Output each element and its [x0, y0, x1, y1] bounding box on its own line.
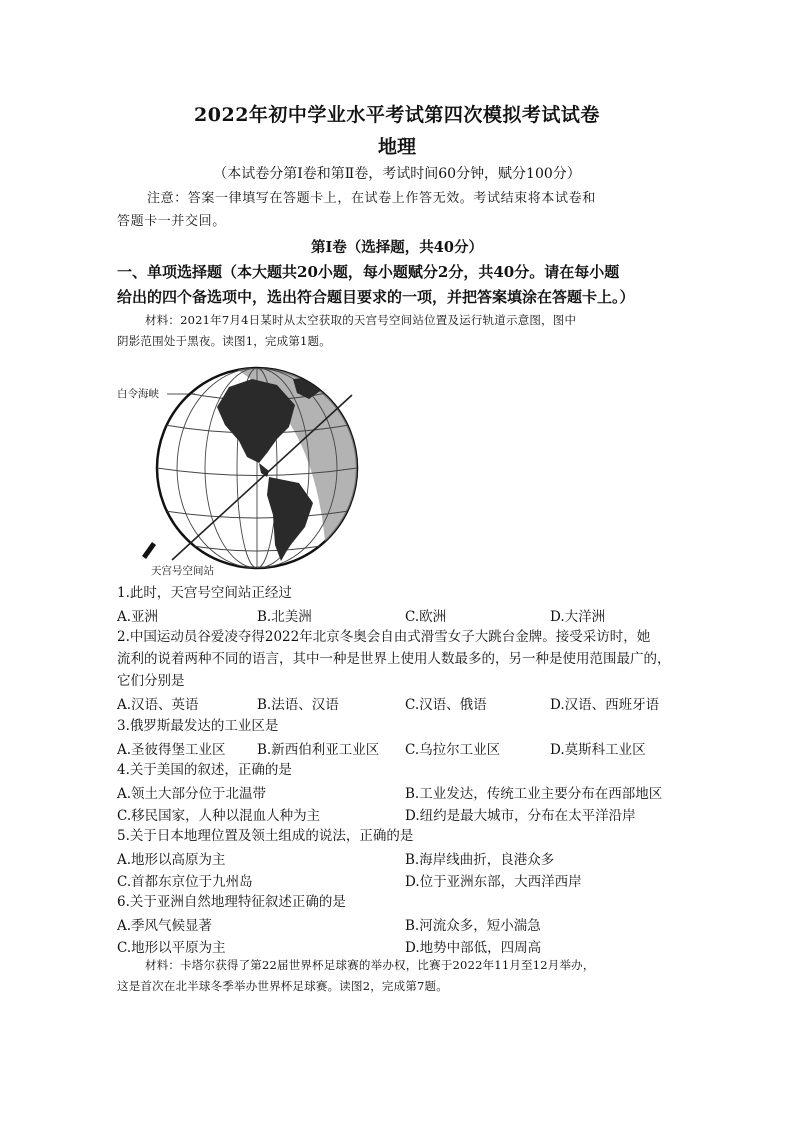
answer-option: A.地形以高原为主 — [117, 852, 226, 868]
answer-option: A.亚洲 — [117, 609, 159, 625]
answer-option: B.工业发达，传统工业主要分布在西部地区 — [405, 786, 663, 802]
option-row — [117, 870, 677, 890]
exam-title: 2022年初中学业水平考试第四次模拟考试试卷 — [194, 104, 600, 126]
question-stem: 1.此时，天宫号空间站正经过 — [117, 585, 292, 601]
material-2-line-1: 材料：卡塔尔获得了第22届世界杯足球赛的举办权，比赛于2022年11月至12月举办， — [145, 958, 595, 972]
question-stem: 它们分别是 — [117, 673, 185, 689]
answer-option: C.汉语、俄语 — [405, 697, 487, 713]
notice-line-1: 注意：答案一律填写在答题卡上，在试卷上作答无效。考试结束将本试卷和 — [147, 191, 596, 206]
answer-option: D.地势中部低，四周高 — [405, 940, 542, 956]
exam-info-note: （本试卷分第Ⅰ卷和第Ⅱ卷，考试时间60分钟，赋分100分） — [213, 166, 581, 182]
answer-option: B.新西伯利亚工业区 — [257, 742, 380, 758]
notice-line-2: 答题卡一并交回。 — [117, 214, 226, 229]
answer-option: A.圣彼得堡工业区 — [117, 742, 226, 758]
answer-option: D.汉语、西班牙语 — [550, 697, 660, 713]
answer-option: C.欧洲 — [405, 609, 447, 625]
answer-option: D.莫斯科工业区 — [550, 742, 646, 758]
answer-option: D.纽约是最大城市，分布在太平洋沿岸 — [405, 808, 636, 824]
answer-option: C.乌拉尔工业区 — [405, 742, 501, 758]
material-1-line-2: 阴影范围处于黑夜。读图1，完成第1题。 — [117, 334, 331, 348]
question-stem: 6.关于亚洲自然地理特征叙述正确的是 — [117, 894, 346, 910]
question-stem: 2.中国运动员谷爱凌夺得2022年北京冬奥会自由式滑雪女子大跳台金牌。接受采访时，她 — [117, 629, 651, 645]
material-2-line-2: 这是首次在北半球冬季举办世界杯足球赛。读图2，完成第7题。 — [117, 979, 448, 993]
answer-option: D.位于亚洲东部，大西洋西岸 — [405, 874, 582, 890]
answer-option: B.河流众多，短小湍急 — [405, 918, 541, 934]
option-row — [117, 936, 677, 956]
answer-option: A.领土大部分位于北温带 — [117, 786, 267, 802]
answer-option: C.地形以平原为主 — [117, 940, 226, 956]
answer-option: B.海岸线曲折，良港众多 — [405, 852, 555, 868]
subject-title: 地理 — [377, 136, 416, 158]
answer-option: B.北美洲 — [257, 609, 312, 625]
part-line-1: 一、单项选择题（本大题共20小题，每小题赋分2分，共40分。请在每小题 — [117, 263, 620, 281]
space-station-icon — [142, 542, 156, 559]
question-stem: 流利的说着两种不同的语言，其中一种是世界上使用人数最多的，另一种是使用范围最广的， — [117, 651, 671, 667]
bering-strait-label: 白令海峡 — [117, 388, 159, 400]
option-row — [117, 738, 677, 758]
notice — [117, 187, 677, 233]
option-row — [117, 605, 677, 625]
station-label: 天宫号空间站 — [151, 565, 214, 577]
section-title: 第Ⅰ卷（选择题，共40分） — [311, 239, 483, 256]
answer-option: D.大洋洲 — [550, 609, 606, 625]
answer-option: C.首都东京位于九州岛 — [117, 874, 253, 890]
option-row — [117, 914, 677, 934]
option-row — [117, 804, 677, 824]
material-1-line-1: 材料：2021年7月4日某时从太空获取的天宫号空间站位置及运行轨道示意图，图中 — [145, 313, 577, 327]
question-stem: 3.俄罗斯最发达的工业区是 — [117, 718, 279, 734]
question-stem: 5.关于日本地理位置及领土组成的说法，正确的是 — [117, 828, 414, 844]
answer-option: C.移民国家，人种以混血人种为主 — [117, 808, 321, 824]
material-2 — [117, 955, 677, 997]
answer-option: B.法语、汉语 — [257, 697, 339, 713]
part-instructions — [117, 260, 677, 310]
answer-option: A.汉语、英语 — [117, 697, 199, 713]
material-1 — [117, 310, 677, 352]
answer-option: A.季风气候显著 — [117, 918, 213, 934]
question-stem: 4.关于美国的叙述，正确的是 — [117, 762, 292, 778]
part-line-2: 给出的四个备选项中，选出符合题目要求的一项，并把答案填涂在答题卡上。） — [117, 288, 635, 306]
option-row — [117, 782, 677, 802]
option-row — [117, 848, 677, 868]
option-row — [117, 693, 677, 713]
globe-figure — [117, 355, 367, 580]
